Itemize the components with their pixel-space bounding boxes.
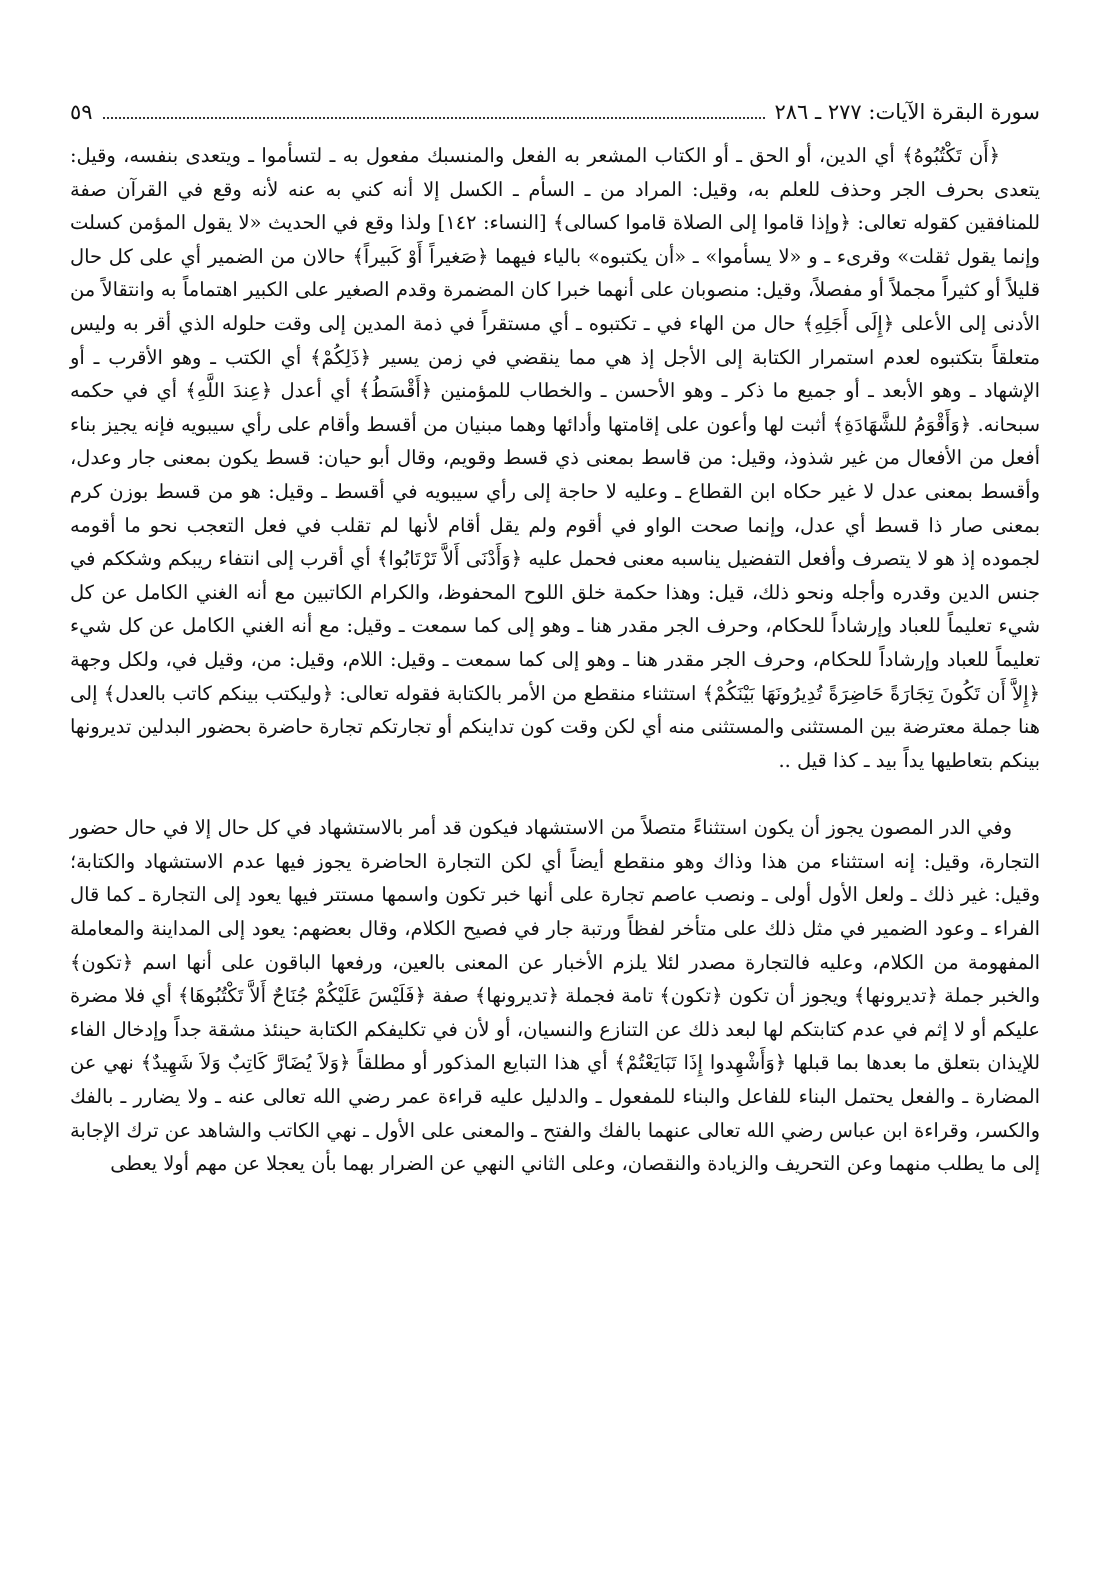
paragraph-gap [70,777,1040,811]
running-header [70,100,1040,125]
body-paragraph: وفي الدر المصون يجوز أن يكون استثناءً متصلاً من الاستشهاد فيكون قد أمر بالاستشهاد في كل حال إلا في حال حضور التجارة، وقيل: إنه استثناء من هذا وذاك وهو منقطع أيضاً أي لكن التجارة الحاضرة يجوز فيها عدم الاستشهاد والكتابة؛ وقيل: غير ذلك ـ ولعل الأول أولى ـ ونصب عاصم تجارة على أنها خبر تكون واسمها مستتر فيها يعود إلى التجارة ـ كما قال الفراء ـ وعود الضمير في مثل ذلك على متأخر لفظاً ورتبة جار في فصيح الكلام، وقال بعضهم: يعود إلى المداينة والمعاملة المفهومة من الكلام، وعليه فالتجارة مصدر لئلا يلزم الأخبار عن المعنى بالعين، ورفعها الباقون على أنها اسم ﴿تكون﴾ والخبر جملة ﴿تديرونها﴾ ويجوز أن تكون ﴿تكون﴾ تامة فجملة ﴿تديرونها﴾ صفة ﴿فَلَيْسَ عَلَيْكُمْ جُنَاحٌ أَلاَّ تَكْتُبُوهَا﴾ أي فلا مضرة عليكم أو لا إثم في عدم كتابتكم لها لبعد ذلك عن التنازع والنسيان، أو لأن في تكليفكم الكتابة حينئذ مشقة جداً وإدخال الفاء للإيذان بتعلق ما بعدها بما قبلها ﴿وَأَشْهِدوا إِذَا تَبَايَعْتُمْ﴾ أي هذا التبايع المذكور أو مطلقاً ﴿وَلاَ يُضَارَّ كَاتِبٌ وَلاَ شَهِيدٌ﴾ نهي عن المضارة ـ والفعل يحتمل البناء للفاعل والبناء للمفعول ـ والدليل عليه قراءة عمر رضي الله تعالى عنه ـ ولا يضارر ـ بالفك والكسر، وقراءة ابن عباس رضي الله تعالى عنهما بالفك والفتح ـ والمعنى على الأول ـ نهي الكاتب والشاهد عن ترك الإجابة إلى ما يطلب منهما وعن التحريف والزيادة والنقصان، وعلى الثاني النهي عن الضرار بهما بأن يعجلا عن مهم أولا يعطى [70,816,1040,1176]
document-page [70,100,1040,1181]
page-number: ٥٩ [70,100,93,124]
body-paragraph: ﴿أَن تَكْتُبُوهُ﴾ أي الدين، أو الحق ـ أو الكتاب المشعر به الفعل والمنسبك مفعول به ـ لتسأموا ـ ويتعدى بنفسه، وقيل: يتعدى بحرف الجر وحذف للعلم به، وقيل: المراد من ـ السأم ـ الكسل إلا أنه كني به عنه لأنه وقع في القرآن صفة للمنافقين كقوله تعالى: ﴿وإذا قاموا إلى الصلاة قاموا كسالى﴾ [النساء: ١٤٢] ولذا وقع في الحديث «لا يقول المؤمن كسلت وإنما يقول ثقلت» وقرىء ـ و «لا يسأموا» ـ «أن يكتبوه» بالياء فيهما ﴿صَغيراً أَوْ كَبيراً﴾ حالان من الضمير أي على كل حال قليلاً أو كثيراً مجملاً أو مفصلاً، وقيل: منصوبان على أنهما خبرا كان المضمرة وقدم الصغير على الكبير اهتماماً به وانتقالاً من الأدنى إلى الأعلى ﴿إِلَى أَجَلِهِ﴾ حال من الهاء في ـ تكتبوه ـ أي مستقراً في ذمة المدين إلى وقت حلوله الذي أقر به وليس متعلقاً بتكتبوه لعدم استمرار الكتابة إلى الأجل إذ هي مما ينقضي في زمن يسير ﴿ذَلِكُمْ﴾ أي الكتب ـ وهو الأقرب ـ أو الإشهاد ـ وهو الأبعد ـ أو جميع ما ذكر ـ وهو الأحسن ـ والخطاب للمؤمنين ﴿أَقْسَطُ﴾ أي أعدل ﴿عِندَ اللَّهِ﴾ أي في حكمه سبحانه. ﴿وَأَقْوَمُ للشَّهَادَةِ﴾ أثبت لها وأعون على إقامتها وأدائها وهما مبنيان من أقسط وأقام على رأي سيبويه فإنه يجيز بناء أفعل من الأفعال من غير شذوذ، وقيل: من قاسط بمعنى ذي قسط وقويم، وقال أبو حيان: قسط يكون بمعنى جار وعدل، وأقسط بمعنى عدل لا غير حكاه ابن القطاع ـ وعليه لا حاجة إلى رأي سيبويه في أقسط ـ وقيل: هو من قسط بوزن كرم بمعنى صار ذا قسط أي عدل، وإنما صحت الواو في أقوم ولم يقل أقام لأنها لم تقلب في فعل التعجب نحو ما أقومه لجموده إذ هو لا يتصرف وأفعل التفضيل يناسبه معنى فحمل عليه ﴿وَأَدْنَى أَلاَّ تَرْتَابُوا﴾ أي أقرب إلى انتفاء ريبكم وشككم في جنس الدين وقدره وأجله ونحو ذلك، قيل: وهذا حكمة خلق اللوح المحفوظ، والكرام الكاتبين مع أنه الغني الكامل عن كل شيء تعليماً للعباد وإرشاداً للحكام، وحرف الجر مقدر هنا ـ وهو إلى كما سمعت ـ وقيل: مع أنه الغني الكامل عن كل شيء تعليماً للعباد وإرشاداً للحكام، وحرف الجر مقدر هنا ـ وهو إلى كما سمعت ـ وقيل: اللام، وقيل: من، وقيل في، ولكل وجهة ﴿إِلاَّ أَن تَكُونَ تِجَارَةً حَاضِرَةً تُدِيرُونَهَا بَيْنَكُمْ﴾ استثناء منقطع من الأمر بالكتابة فقوله تعالى: ﴿وليكتب بينكم كاتب بالعدل﴾ إلى هنا جملة معترضة بين المستثنى والمستثنى منه أي لكن وقت كون تداينكم أو تجارتكم تجارة حاضرة بحضور البدلين تديرونها بينكم بتعاطيها يداً بيد ـ كذا قيل .. [70,144,1040,772]
header-title: سورة البقرة الآيات: ٢٧٧ ـ ٢٨٦ [774,100,1040,124]
header-dot-leader [103,116,765,119]
